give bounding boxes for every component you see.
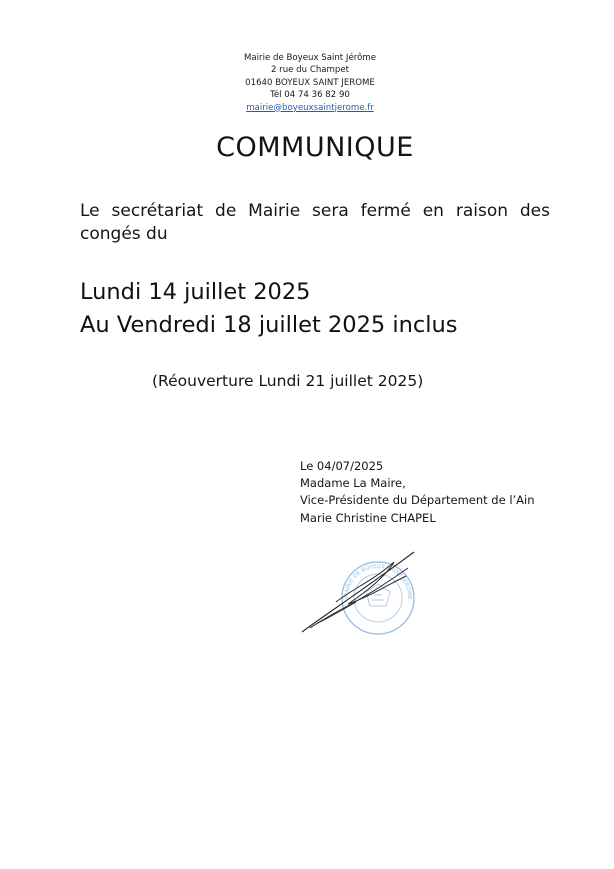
signatory-role: Vice-Présidente du Département de l’Ain <box>300 493 535 508</box>
mairie-city: 01640 BOYEUX SAINT JEROME <box>245 77 375 88</box>
closure-dates <box>80 276 458 342</box>
seal-ring <box>342 562 414 634</box>
mairie-name: Mairie de Boyeux Saint Jérôme <box>243 53 376 63</box>
official-seal-stamp <box>296 540 426 640</box>
signatory-title: Madame La Maire, <box>300 476 406 491</box>
closure-notice-text: Le secrétariat de Mairie sera fermé en raison des congés du <box>80 201 550 244</box>
signatory-name: Marie Christine CHAPEL <box>300 510 436 525</box>
handwritten-signature <box>302 552 414 632</box>
closure-end-date: Au Vendredi 18 juillet 2025 inclus <box>80 312 458 338</box>
mairie-letterhead <box>200 52 420 114</box>
reopening-note: (Réouverture Lundi 21 juillet 2025) <box>152 372 424 390</box>
mairie-street: 2 rue du Champet <box>270 65 350 76</box>
closure-start-date: Lundi 14 juillet 2025 <box>80 279 311 305</box>
mairie-phone: Tél 04 74 36 82 90 <box>270 90 350 101</box>
mairie-email-link[interactable]: mairie@boyeuxsaintjerome.fr <box>246 102 374 113</box>
seal-ring-text: MAIRIE DE BOYEUX SAINT JEROME <box>343 563 413 600</box>
signature-date: Le 04/07/2025 <box>300 459 384 473</box>
signature-block <box>300 458 535 527</box>
page-title: COMMUNIQUE <box>216 132 414 163</box>
